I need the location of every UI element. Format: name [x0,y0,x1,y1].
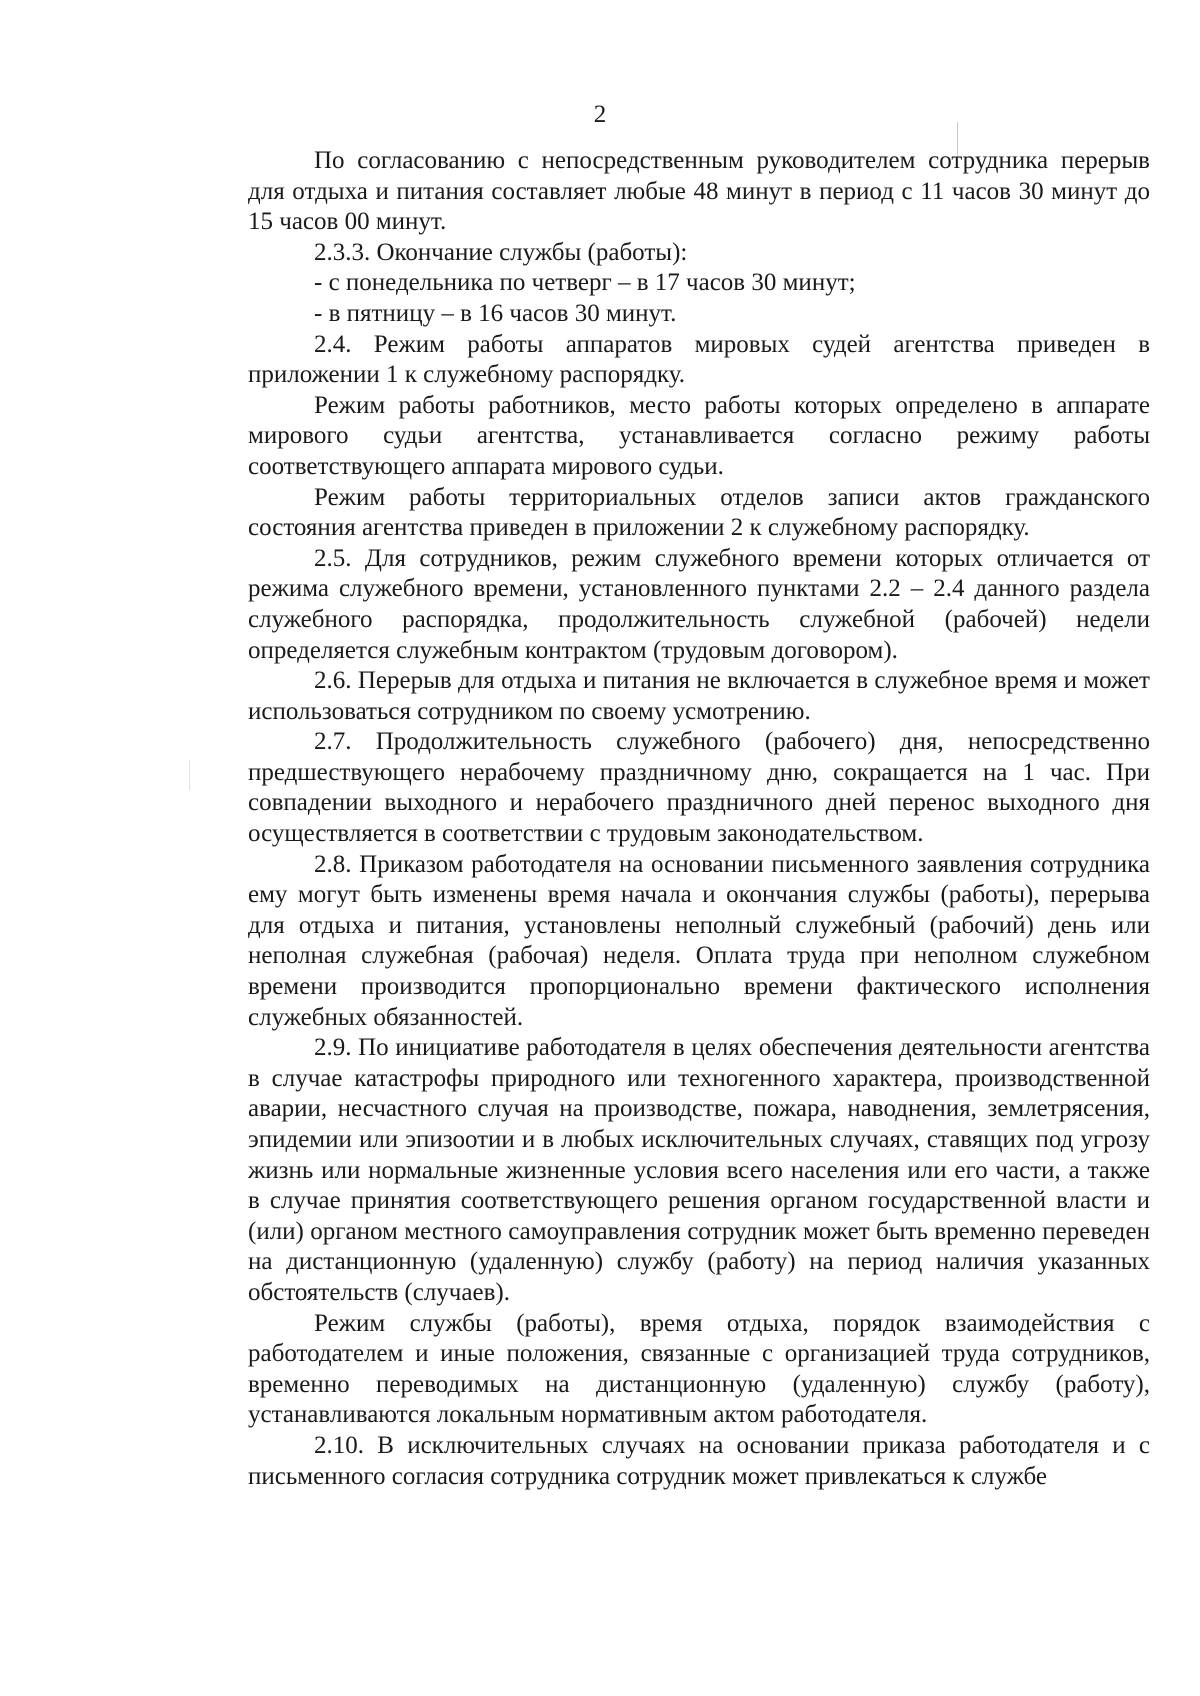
paragraph: 2.4. Режим работы аппаратов мировых судей агентства приведен в приложении 1 к служебному распорядку. [248,330,1150,389]
paragraph: Режим службы (работы), время отдыха, порядок взаимодействия с работодателем и иные положения, связанные с организацией труда сотрудников, временно переводимых на дистанционную (удаленную) службу (работу), устанавливаются локальным нормативным актом работодателя. [248,1309,1150,1429]
scan-artifact-line [189,760,190,790]
paragraph: 2.8. Приказом работодателя на основании письменного заявления сотрудника ему могут быть изменены время начала и окончания службы (работы), перерыва для отдыха и питания, установлены неполный служебный (рабочий) день или неполная служебная (рабочая) неделя. Оплата труда при неполном служебном времени производится пропорционально времени фактического исполнения служебных обязанностей. [248,850,1150,1031]
list-item: - в пятницу – в 16 часов 30 минут. [314,299,677,327]
paragraph: 2.7. Продолжительность служебного (рабочего) дня, непосредственно предшествующего нерабочему праздничному дню, сокращается на 1 час. При совпадении выходного и нерабочего праздничного дней перенос выходного дня осуществляется в соответствии с трудовым законодательством. [248,728,1150,848]
paragraph: 2.5. Для сотрудников, режим служебного времени которых отличается от режима служебного времени, установленного пунктами 2.2 – 2.4 данного раздела служебного распорядка, продолжительность служебной (рабочей) недели определяется служебным контрактом (трудовым договором). [248,544,1150,664]
paragraph: 2.10. В исключительных случаях на основании приказа работодателя и с письменного согласия сотрудника сотрудник может привлекаться к службе [248,1431,1150,1490]
document-body [248,146,1150,1492]
paragraph: По согласованию с непосредственным руководителем сотрудника перерыв для отдыха и питания составляет любые 48 минут в период с 11 часов 30 минут до 15 часов 00 минут. [248,147,1150,236]
paragraph: 2.9. По инициативе работодателя в целях обеспечения деятельности агентства в случае катастрофы природного или техногенного характера, производственной аварии, несчастного случая на производстве, пожара, наводнения, землетрясения, эпидемии или эпизоотии и в любых исключительных случаях, ставящих под угрозу жизнь или нормальные жизненные условия всего населения или его части, а также в случае принятия соответствующего решения органом государственной власти и (или) органом местного самоуправления сотрудник может быть временно переведен на дистанционную (удаленную) службу (работу) на период наличия указанных обстоятельств (случаев). [248,1034,1150,1306]
paragraph: 2.3.3. Окончание службы (работы): [314,238,688,266]
paragraph: 2.6. Перерыв для отдыха и питания не включается в служебное время и может использоваться сотрудником по своему усмотрению. [248,667,1150,725]
list-item: - с понедельника по четверг – в 17 часов 30 минут; [314,269,856,297]
page-number: 2 [593,101,607,128]
paragraph: Режим работы работников, место работы которых определено в аппарате мирового судьи агентства, устанавливается согласно режиму работы соответствующего аппарата мирового судьи. [248,391,1150,480]
paragraph: Режим работы территориальных отделов записи актов гражданского состояния агентства приведен в приложении 2 к служебному распорядку. [248,483,1150,542]
